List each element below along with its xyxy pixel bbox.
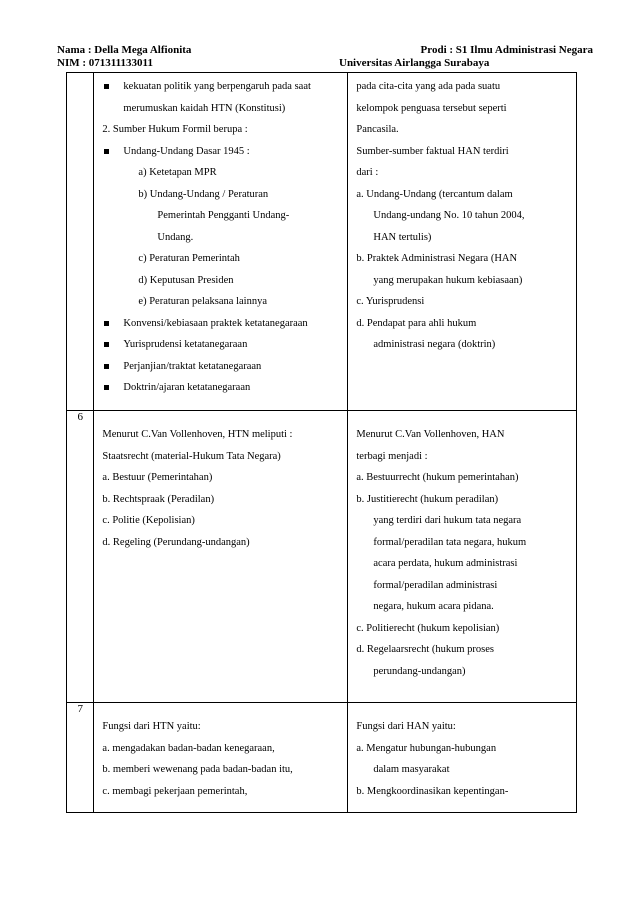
list-item: Undang-Undang Dasar 1945 : xyxy=(102,141,341,163)
list-item: Yurisprudensi ketatanegaraan xyxy=(102,334,341,356)
list-item: c. Politie (Kepolisian) xyxy=(102,515,195,526)
list-item: Fungsi dari HTN yaitu: xyxy=(102,721,201,732)
list-item: formal/peradilan administrasi xyxy=(373,579,498,591)
table-row xyxy=(67,411,577,703)
table-row xyxy=(67,73,577,411)
list-item: b) Undang-Undang / Peraturan xyxy=(138,188,269,200)
comparison-table xyxy=(66,72,577,813)
list-item: a. Mengatur hubungan-hubungan xyxy=(356,742,497,754)
htn-cell xyxy=(94,73,348,411)
list-item: perundang-undangan) xyxy=(373,665,466,677)
list-item: yang terdiri dari hukum tata negara xyxy=(373,515,522,526)
list-item: c. Politierecht (hukum kepolisian) xyxy=(356,622,500,634)
list-item: negara, hukum acara pidana. xyxy=(373,601,494,612)
list-item: Menurut C.Van Vollenhoven, HTN meliputi : xyxy=(102,429,293,440)
han-cell xyxy=(348,411,577,703)
list-item: b. Mengkoordinasikan kepentingan- xyxy=(356,785,509,797)
list-item: formal/peradilan tata negara, hukum xyxy=(373,536,527,548)
list-item: d) Keputusan Presiden xyxy=(138,274,234,286)
university-name: Universitas Airlangga Surabaya xyxy=(339,57,490,69)
list-item: yang merupakan hukum kebiasaan) xyxy=(373,274,523,286)
list-item: merumuskan kaidah HTN (Konstitusi) xyxy=(123,102,286,114)
list-item: dalam masyarakat xyxy=(373,764,450,775)
list-item: d. Regelaarsrecht (hukum proses xyxy=(356,644,495,655)
list-item: dari : xyxy=(356,167,379,178)
list-item: c) Peraturan Pemerintah xyxy=(138,253,240,264)
list-item: HAN tertulis) xyxy=(373,231,432,243)
row-number-cell: 7 xyxy=(67,703,94,813)
list-item: Sumber-sumber faktual HAN terdiri xyxy=(356,145,509,157)
list-item: d. Pendapat para ahli hukum xyxy=(356,317,477,329)
table-row xyxy=(67,703,577,813)
list-item: Fungsi dari HAN yaitu: xyxy=(356,721,456,732)
row-number-cell: 6 xyxy=(67,411,94,703)
list-item: b. Praktek Administrasi Negara (HAN xyxy=(356,253,518,264)
list-item: a. Bestuur (Pemerintahan) xyxy=(102,472,213,483)
list-item: kelompok penguasa tersebut seperti xyxy=(356,102,507,114)
list-item: Pancasila. xyxy=(356,124,399,135)
list-item: terbagi menjadi : xyxy=(356,450,428,462)
list-item: a. Bestuurrecht (hukum pemerintahan) xyxy=(356,472,519,483)
htn-cell xyxy=(94,411,348,703)
list-item: pada cita-cita yang ada pada suatu xyxy=(356,81,501,92)
list-item: kekuatan politik yang berpengaruh pada saat xyxy=(102,76,341,98)
list-item: acara perdata, hukum administrasi xyxy=(373,558,518,569)
page-header xyxy=(57,44,593,70)
row-number-cell xyxy=(67,73,94,411)
list-item: c. Yurisprudensi xyxy=(356,296,425,307)
list-item: Undang-undang No. 10 tahun 2004, xyxy=(373,210,525,221)
list-item: a) Ketetapan MPR xyxy=(138,167,217,178)
list-item: Undang. xyxy=(157,231,194,243)
list-item: Konvensi/kebiasaan praktek ketatanegaraan xyxy=(102,313,341,335)
list-item: Menurut C.Van Vollenhoven, HAN xyxy=(356,429,505,440)
list-item: 2. Sumber Hukum Formil berupa : xyxy=(102,124,248,135)
list-item: e) Peraturan pelaksana lainnya xyxy=(138,296,267,307)
list-item: Perjanjian/traktat ketatanegaraan xyxy=(102,356,341,378)
list-item: a. Undang-Undang (tercantum dalam xyxy=(356,188,513,200)
list-item: d. Regeling (Perundang-undangan) xyxy=(102,536,250,548)
han-cell xyxy=(348,73,577,411)
study-program: Prodi : S1 Ilmu Administrasi Negara xyxy=(420,44,593,56)
han-cell xyxy=(348,703,577,813)
list-item: administrasi negara (doktrin) xyxy=(373,339,496,350)
list-item: c. membagi pekerjaan pemerintah, xyxy=(102,785,248,797)
list-item: Pemerintah Pengganti Undang- xyxy=(157,210,290,221)
list-item: b. memberi wewenang pada badan-badan itu, xyxy=(102,764,293,775)
list-item: Doktrin/ajaran ketatanegaraan xyxy=(102,377,341,399)
student-nim: NIM : 071311133011 xyxy=(57,57,153,69)
list-item: b. Justitierecht (hukum peradilan) xyxy=(356,493,499,505)
list-item: b. Rechtspraak (Peradilan) xyxy=(102,493,215,505)
student-name: Nama : Della Mega Alfionita xyxy=(57,44,192,56)
htn-cell xyxy=(94,703,348,813)
list-item: a. mengadakan badan-badan kenegaraan, xyxy=(102,742,275,754)
list-item: Staatsrecht (material-Hukum Tata Negara) xyxy=(102,450,281,462)
